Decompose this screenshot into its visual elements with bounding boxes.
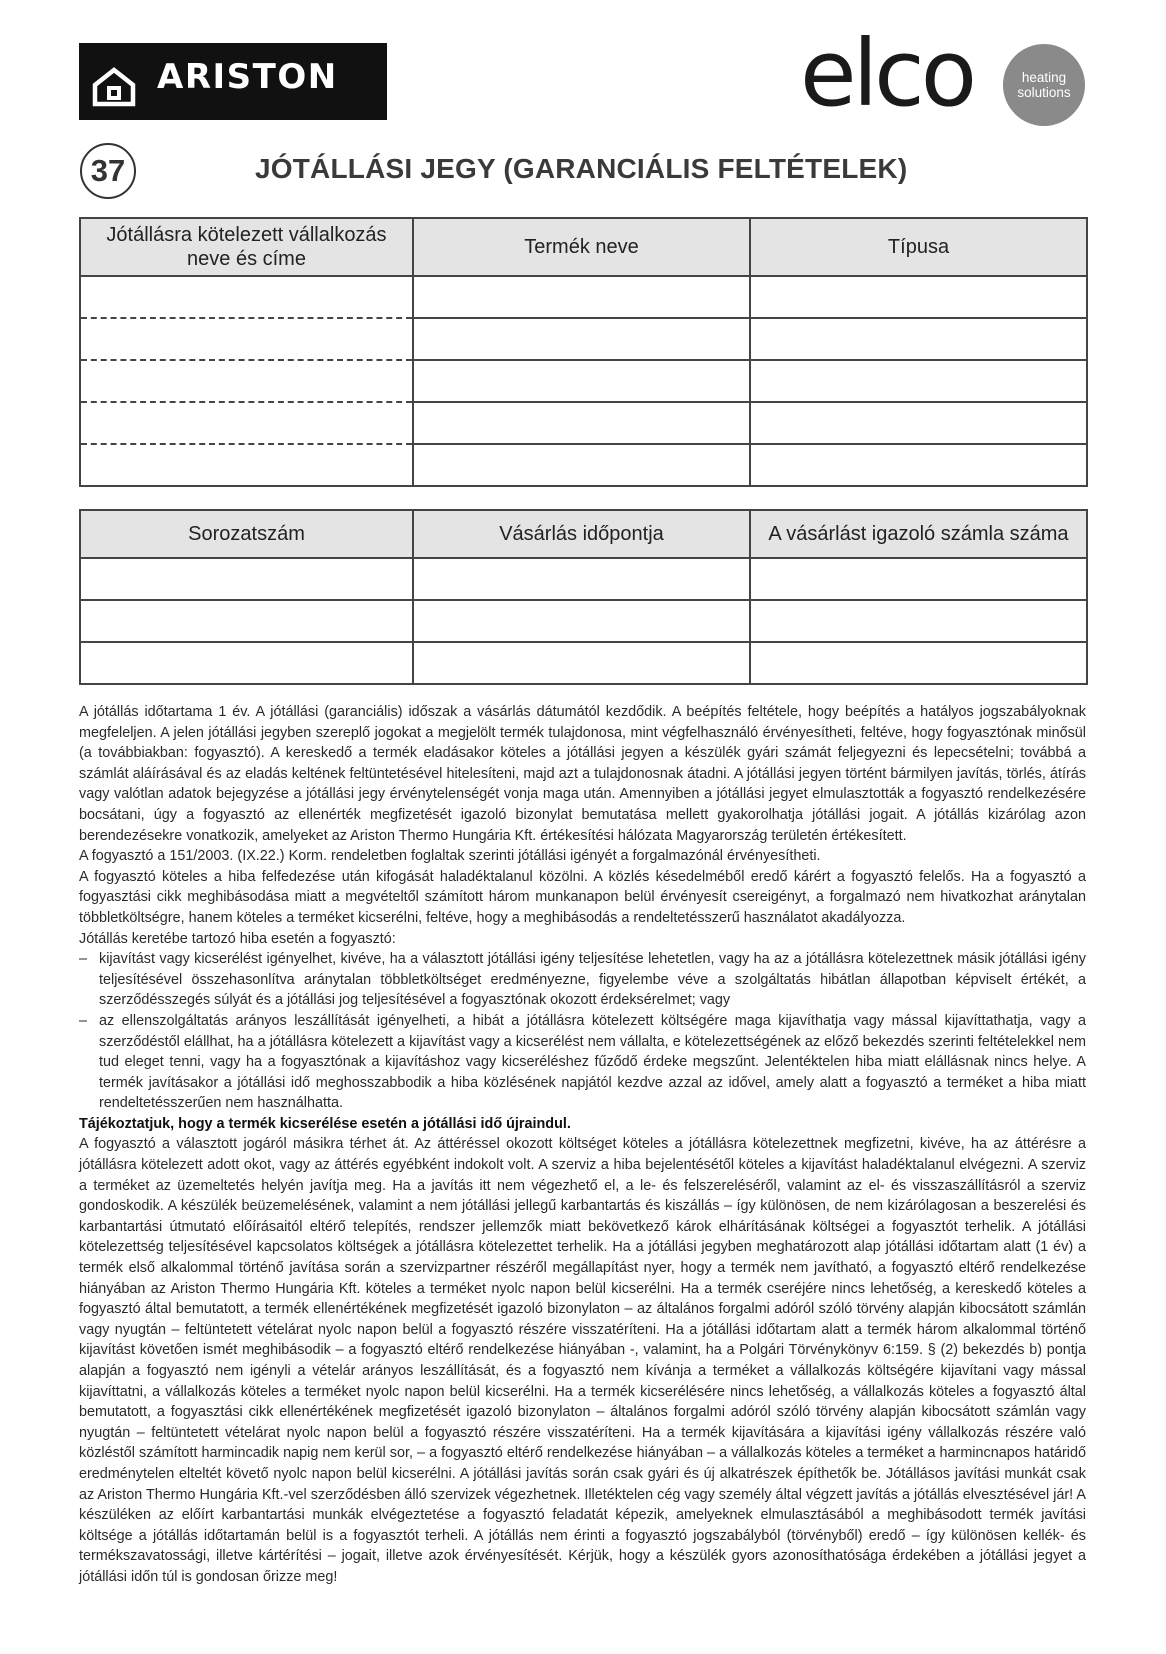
service-terms-paragraph: A fogyasztó a választott jogáról másikra térhet át. Az áttéréssel okozott költséget köteles a jótállásra kötelezettnek megfizetni, kivéve, ha az áttérésre a jótállásra kötelezett adott okot, vagy az áttérés egyébként indokolt volt. A szerviz a hiba bejelentésétől köteles a kijavítást haladéktalanul elvégezni. A szerviz a terméket az üzemeltetés helyén javítja meg. Ha a javítás itt nem végezhető el, a le- és felszereléséről, valamint az el- és visszaszállításról a szerviz gondoskodik. A készülék beüzemelésének, valamint a nem jótállási jellegű karbantartás és kiszállás – így különösen, de nem kizárólagosan a beszerelési és karbantartási útmutató előírásaitól eltérő telepítés, rendszer jellemzők miatt bekövetkező károk elhárításának költségei a fogyasztót terhelik. A jótállási kötelezettség teljesítésével kapcsolatos költségek a jótállásra kötelezettet terhelik. Ha a jótállási jegyben meghatározott alap jótállási időtartam alatt (1 év) a termék első alkalommal történő javítása során a szervizpartner részéről megállapítást nyer, hogy a termék nem javítható, a fogyasztó eltérő rendelkezése hiányában az Ariston Thermo Hungária Kft. köteles a terméket nyolc napon belül kicserélni. Ha a termék cseréjére nincs lehetőség, a kereskedő köteles a fogyasztó által bemutatott, a termék ellenértékének megfizetését igazoló bizonylaton – az általános forgalmi adóról szóló törvény alapján kibocsátott számlán vagy nyugtán – feltüntetett vételárat nyolc napon belül a fogyasztó részére visszatéríteni. Ha a jótállási időtartam alatt a termék három alkalommal történő kijavítást követően ismét meghibásodik – a fogyasztó eltérő rendelkezése hiányában -, valamint, ha a Polgári Törvénykönyv 6:159. § (2) bekezdés b) pontja alapján a fogyasztó nem igényli a vételár arányos leszállítását, és a fogyasztó nem kívánja a terméket a vállalkozás költségére kijavítani vagy mással kijavíttatni, a vállalkozás köteles a terméket nyolc napon belül kicserélni. Ha a termék kicserélésére nincs lehetőség, a vállalkozás köteles a fogyasztó által bemutatott, a fogyasztási cikk ellenértékének megfizetését igazoló bizonylaton – általános forgalmi adóról szóló törvény alapján kibocsátott számlán vagy nyugtán – feltüntetett vételárat nyolc napon belül a fogyasztó részére visszatéríteni. Ha a termék kijavítására a kijavítási igény vállalkozás részére való közléstől számított harmincadik napig nem kerül sor, – a fogyasztó eltérő rendelkezése hiányában – a vállalkozás köteles a terméket a harmincnapos határidő eredménytelen elteltét követő nyolc napon belül kicserélni. A jótállási javítás során csak gyári és új alkatrészek építhetők be. Jótállásos javítási munkát csak az Ariston Thermo Hungária Kft.-vel szerződésben álló szervizek végezhetnek. Illetéktelen cég vagy személy által végzett javítás a jótállás elvesztésével jár! A készüléken az előírt karbantartási munkák elvégeztetése a fogyasztó feladatát képezik, amelyeknek elmulasztásából a meghibásodott termék javítási költsége a jótállás időtartamán belül is a fogyasztót terheli. A jótállás nem érinti a fogyasztó jogszabályból (törvényből) eredő – így különösen kellék- és termékszavatossági, illetve kártérítési – jogait, illetve azok érvényesítését. Kérjük, hogy a készülék gyors azonosíthatósága érdekében a jótállási jegyet a jótállási időn túl is gondosan őrizze meg! xyxy=(79,1136,1086,1585)
elco-wordmark: elco xyxy=(800,20,974,127)
purchase-date-field[interactable] xyxy=(413,600,750,642)
type-field[interactable] xyxy=(750,360,1087,402)
purchase-info-table xyxy=(79,509,1088,685)
product-name-field[interactable] xyxy=(413,402,750,444)
company-field[interactable] xyxy=(80,444,413,486)
serial-number-field[interactable] xyxy=(80,642,413,684)
company-field[interactable] xyxy=(80,402,413,444)
table-row xyxy=(80,318,1087,360)
page-title: JÓTÁLLÁSI JEGY (GARANCIÁLIS FELTÉTELEK) xyxy=(255,153,908,184)
elco-tagline-line2: solutions xyxy=(1017,85,1071,100)
ariston-wordmark: ARISTON xyxy=(157,57,338,97)
header-type: Típusa xyxy=(750,218,1087,276)
header-purchase-date: Vásárlás időpontja xyxy=(413,510,750,558)
table-row xyxy=(80,600,1087,642)
ariston-logo xyxy=(79,43,387,120)
purchase-date-field[interactable] xyxy=(413,558,750,600)
company-field[interactable] xyxy=(80,360,413,402)
product-name-field[interactable] xyxy=(413,276,750,318)
table-row xyxy=(80,444,1087,486)
purchase-date-field[interactable] xyxy=(413,642,750,684)
serial-number-field[interactable] xyxy=(80,558,413,600)
elco-tagline-line1: heating xyxy=(1021,70,1067,85)
type-field[interactable] xyxy=(750,444,1087,486)
company-field[interactable] xyxy=(80,318,413,360)
house-icon xyxy=(91,67,137,107)
product-name-field[interactable] xyxy=(413,360,750,402)
product-info-table xyxy=(79,217,1088,487)
claim-enforcement-paragraph: A fogyasztó a 151/2003. (IX.22.) Korm. rendeletben foglaltak szerinti jótállási igényét a forgalmazónál érvényesítheti. xyxy=(79,848,821,865)
defect-notification-paragraph: A fogyasztó köteles a hiba felfedezése után kifogását haladéktalanul közölni. A közlés késedelméből eredő kárért a fogyasztó felelős. Ha a fogyasztó a fogyasztási cikk meghibásodása miatt a megvételtől számított három munkanapon belül érvényesít csereigényt, a forgalmazó nem hivatkozhat aránytalan többletköltségre, hanem köteles a terméket kicserélni, feltéve, hogy a meghibásodás a rendeltetésszerű használatot akadályozza. xyxy=(79,868,1086,926)
table-row xyxy=(80,558,1087,600)
serial-number-field[interactable] xyxy=(80,600,413,642)
header-product-name: Termék neve xyxy=(413,218,750,276)
type-field[interactable] xyxy=(750,318,1087,360)
invoice-number-field[interactable] xyxy=(750,642,1087,684)
header-serial-number: Sorozatszám xyxy=(80,510,413,558)
table-row xyxy=(80,402,1087,444)
header-company: Jótállásra kötelezett vállalkozás neve és címe xyxy=(80,218,413,276)
list-item: – az ellenszolgáltatás arányos leszállítását igényelheti, a hibát a jótállásra kötelezett költségére maga kijavíthatja vagy mással kijavíttathatja, vagy a szerződéstől elállhat, ha a jótállásra kötelezett a kijavítást vagy a kicserélést nem vállalta, e kötelezettségének az előző bekezdés szerinti feltételekkel nem tud eleget tenni, vagy ha a fogyasztónak a kijavításhoz vagy kicseréléshez fűződő érdeke megszűnt. Jelentéktelen hiba miatt elállásnak nincs helye. A termék javításakor a jótállási idő meghosszabbodik a hiba közlésének napjától kezdve azzal az idővel, amely alatt a fogyasztó a terméket a hiba miatt rendeltetésszerűen nem használhatta. xyxy=(79,1011,1086,1114)
header-invoice-number: A vásárlást igazoló számla száma xyxy=(750,510,1087,558)
invoice-number-field[interactable] xyxy=(750,558,1087,600)
elco-tagline-badge xyxy=(1003,44,1085,126)
table-row xyxy=(80,360,1087,402)
type-field[interactable] xyxy=(750,276,1087,318)
product-name-field[interactable] xyxy=(413,318,750,360)
consumer-rights-list xyxy=(79,949,1086,1114)
table-row xyxy=(80,276,1087,318)
page-number-badge: 37 xyxy=(80,143,136,199)
invoice-number-field[interactable] xyxy=(750,600,1087,642)
type-field[interactable] xyxy=(750,402,1087,444)
table-row xyxy=(80,642,1087,684)
warranty-duration-paragraph: A jótállás időtartama 1 év. A jótállási (garanciális) időszak a vásárlás dátumától kezdődik. A beépítés feltétele, hogy beépítés a hatályos jogszabályoknak megfeleljen. A jelen jótállási jegyben szereplő jogokat a megjelölt termék tulajdonosa, mint végfelhasználó érvényesítheti, feltéve, hogy fogyasztónak minősül (a továbbiakban: fogyasztó). A kereskedő a termék eladásakor köteles a jótállási jegyen a készülék gyári számát feljegyezni és lepecsételni; továbbá a számlát aláírásával és az eladás keltének feltüntetésével hitelesíteni, majd azt a tulajdonosnak átadni. A jótállási jegyen történt bármilyen javítás, törlés, átírás vagy valótlan adatok bejegyzése a jótállási jegy érvénytelenségét vonja maga után. Amennyiben a jótállási jegyet elmulasztották a fogyasztó rendelkezésére bocsátani, úgy a fogyasztó az ellenérték megfizetését igazoló bizonylat bemutatása mellett gyakorolhatja jótállási jogait. A jótállás kizárólag azon berendezésekre vonatkozik, amelyeket az Ariston Thermo Hungária Kft. értékesítési hálózata Magyarország területén értékesített. xyxy=(79,704,1086,844)
consumer-rights-intro: Jótállás keretébe tartozó hiba esetén a fogyasztó: xyxy=(79,930,396,947)
product-name-field[interactable] xyxy=(413,444,750,486)
company-field[interactable] xyxy=(80,276,413,318)
warranty-terms-text xyxy=(79,702,1086,1588)
list-item: – kijavítást vagy kicserélést igényelhet, kivéve, ha a választott jótállási igény teljesítése lehetetlen, vagy ha az a jótállásra kötelezettnek másik jótállási igény teljesítésével összehasonlítva aránytalan többletköltséget eredményezne, figyelembe véve a szolgáltatás hibátlan állapotban képviselt értékét, a szerződésszegés súlyát és a jótállási jog teljesítésével a fogyasztónak okozott érdeksérelmet; vagy xyxy=(79,949,1086,1011)
replacement-notice: Tájékoztatjuk, hogy a termék kicserélése esetén a jótállási idő újraindul. xyxy=(79,1115,571,1132)
